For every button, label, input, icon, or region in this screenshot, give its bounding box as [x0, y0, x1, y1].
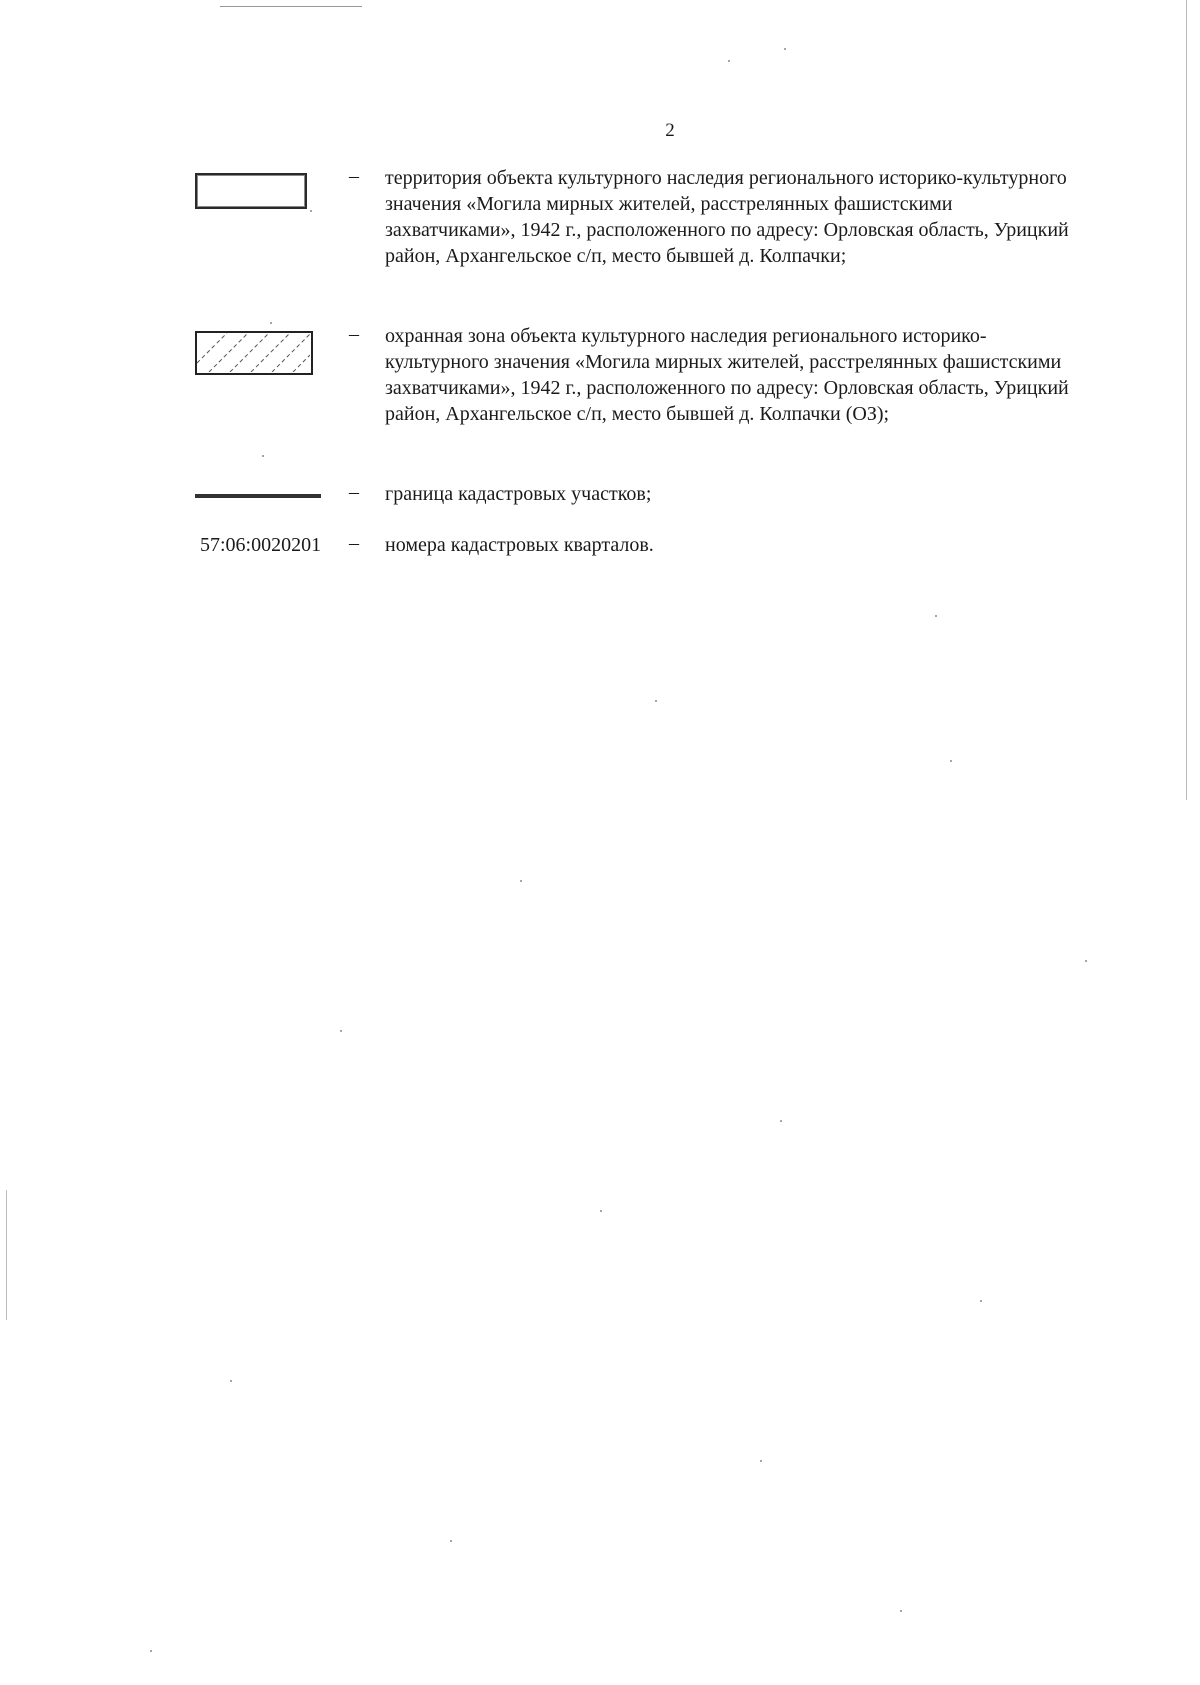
page-number: 2 [665, 120, 675, 141]
cadastral-quarter-code: 57:06:0020201 [200, 534, 322, 556]
protection-zone-hatch-icon [195, 331, 313, 375]
parcel-boundary-line-icon [195, 494, 321, 498]
territory-symbol-icon [195, 173, 307, 209]
parcel-boundary-description: граница кадастровых участков; [385, 483, 652, 505]
legend-dash: – [349, 323, 359, 345]
territory-description: территория объекта культурного наследия регионального историко-культурного значения «Могила мирных жителей, расстрелянных фашистскими захватчиками», 1942 г., расположенного по адресу: Орловская область, Урицкий район, Архангельское с/п, место бывшей д. Колпачки; [385, 167, 1069, 267]
legend-dash: – [349, 532, 359, 554]
scan-edge-top [220, 6, 362, 7]
scan-edge-left [6, 1190, 7, 1320]
cadastral-quarter-description: номера кадастровых кварталов. [385, 534, 654, 556]
legend-dash: – [349, 481, 359, 503]
protection-zone-description: охранная зона объекта культурного наследия регионального историко-культурного значения «Могила мирных жителей, расстрелянных фашистскими захватчиками», 1942 г., расположенного по адресу: Орловская область, Урицкий район, Архангельское с/п, место бывшей д. Колпачки (ОЗ); [385, 325, 1069, 425]
legend-dash: – [349, 165, 359, 187]
